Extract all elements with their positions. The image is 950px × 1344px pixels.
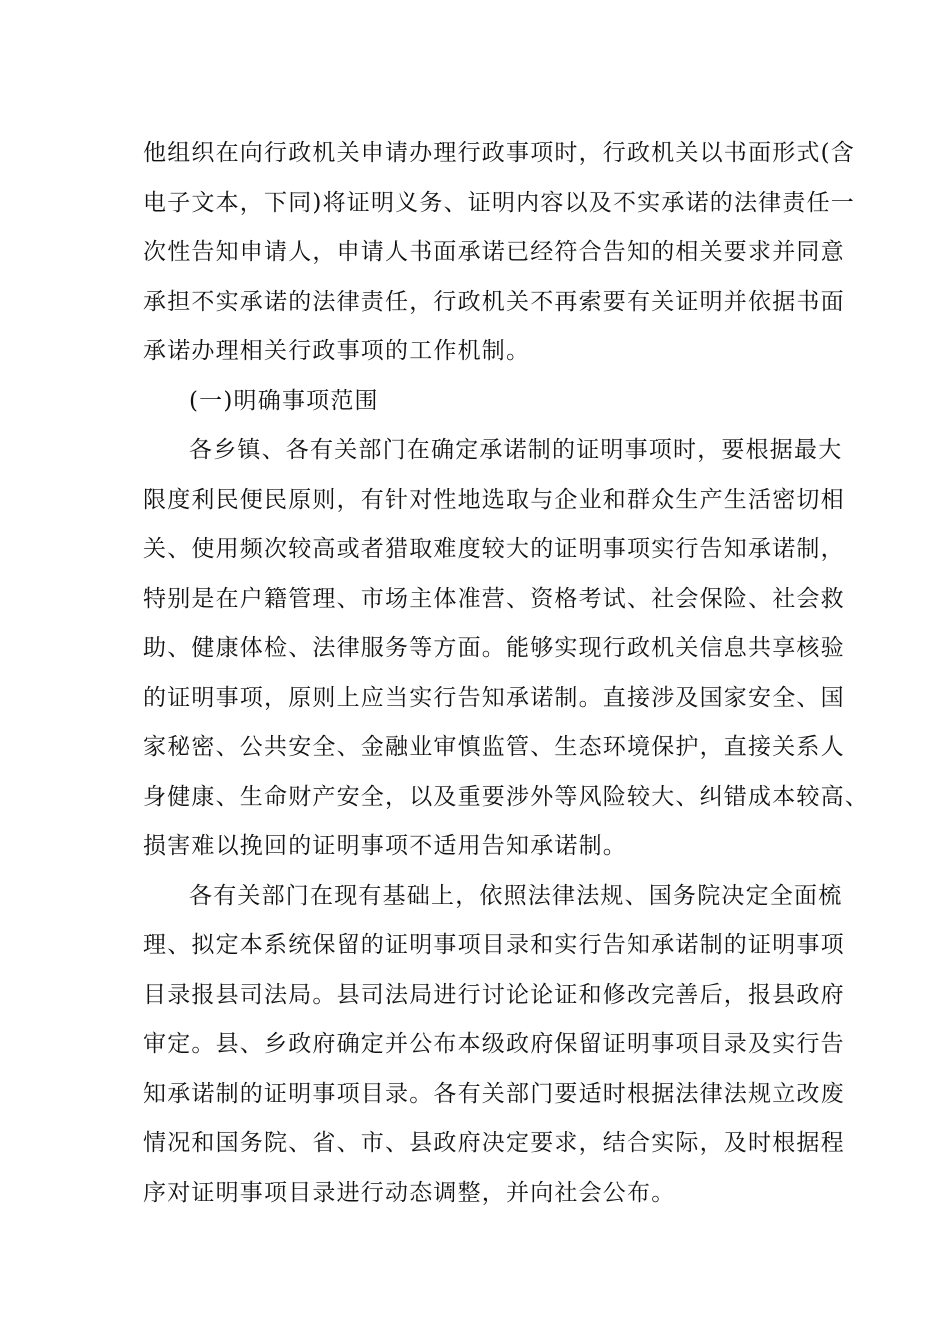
heading-line: (一)明确事项范围 (189, 387, 379, 414)
paragraph-scope (143, 426, 869, 872)
text-line: 目录报县司法局。县司法局进行讨论论证和修改完善后，报县政府 (143, 981, 845, 1008)
text-line: 电子文本，下同)将证明义务、证明内容以及不实承诺的法律责任一 (143, 189, 855, 216)
text-line: 助、健康体检、法律服务等方面。能够实现行政机关信息共享核验 (143, 635, 845, 661)
text-line: 知承诺制的证明事项目录。各有关部门要适时根据法律法规立改废 (143, 1080, 845, 1107)
paragraph-mechanism (143, 129, 855, 377)
text-line: 承诺办理相关行政事项的工作机制。 (143, 338, 531, 364)
text-line: 限度利民便民原则，有针对性地选取与企业和群众生产生活密切相 (143, 486, 845, 513)
text-line: 家秘密、公共安全、金融业审慎监管、生态环境保护，直接关系人 (143, 734, 845, 760)
text-line: 各乡镇、各有关部门在确定承诺制的证明事项时，要根据最大 (189, 437, 843, 463)
text-line: 次性告知申请人，申请人书面承诺已经符合告知的相关要求并同意 (143, 239, 845, 265)
text-line: 理、拟定本系统保留的证明事项目录和实行告知承诺制的证明事项 (143, 932, 845, 958)
text-line: 特别是在户籍管理、市场主体准营、资格考试、社会保险、社会救 (143, 585, 845, 612)
text-line: 审定。县、乡政府确定并公布本级政府保留证明事项目录及实行告 (143, 1031, 845, 1057)
document-body (143, 129, 869, 1218)
text-line: 他组织在向行政机关申请办理行政事项时，行政机关以书面形式(含 (143, 140, 855, 166)
text-line: 关、使用频次较高或者猎取难度较大的证明事项实行告知承诺制， (143, 536, 845, 562)
section-heading (143, 377, 833, 427)
text-line: 的证明事项，原则上应当实行告知承诺制。直接涉及国家安全、国 (143, 684, 845, 711)
paragraph-catalog (143, 872, 845, 1219)
text-line: 各有关部门在现有基础上，依照法律法规、国务院决定全面梳 (189, 882, 843, 909)
text-line: 序对证明事项目录进行动态调整，并向社会公布。 (143, 1179, 676, 1206)
text-line: 身健康、生命财产安全，以及重要涉外等风险较大、纠错成本较高、 (143, 783, 869, 810)
text-line: 损害难以挽回的证明事项不适用告知承诺制。 (143, 833, 627, 859)
text-line: 情况和国务院、省、市、县政府决定要求，结合实际，及时根据程 (143, 1130, 845, 1156)
text-line: 承担不实承诺的法律责任，行政机关不再索要有关证明并依据书面 (143, 288, 845, 315)
